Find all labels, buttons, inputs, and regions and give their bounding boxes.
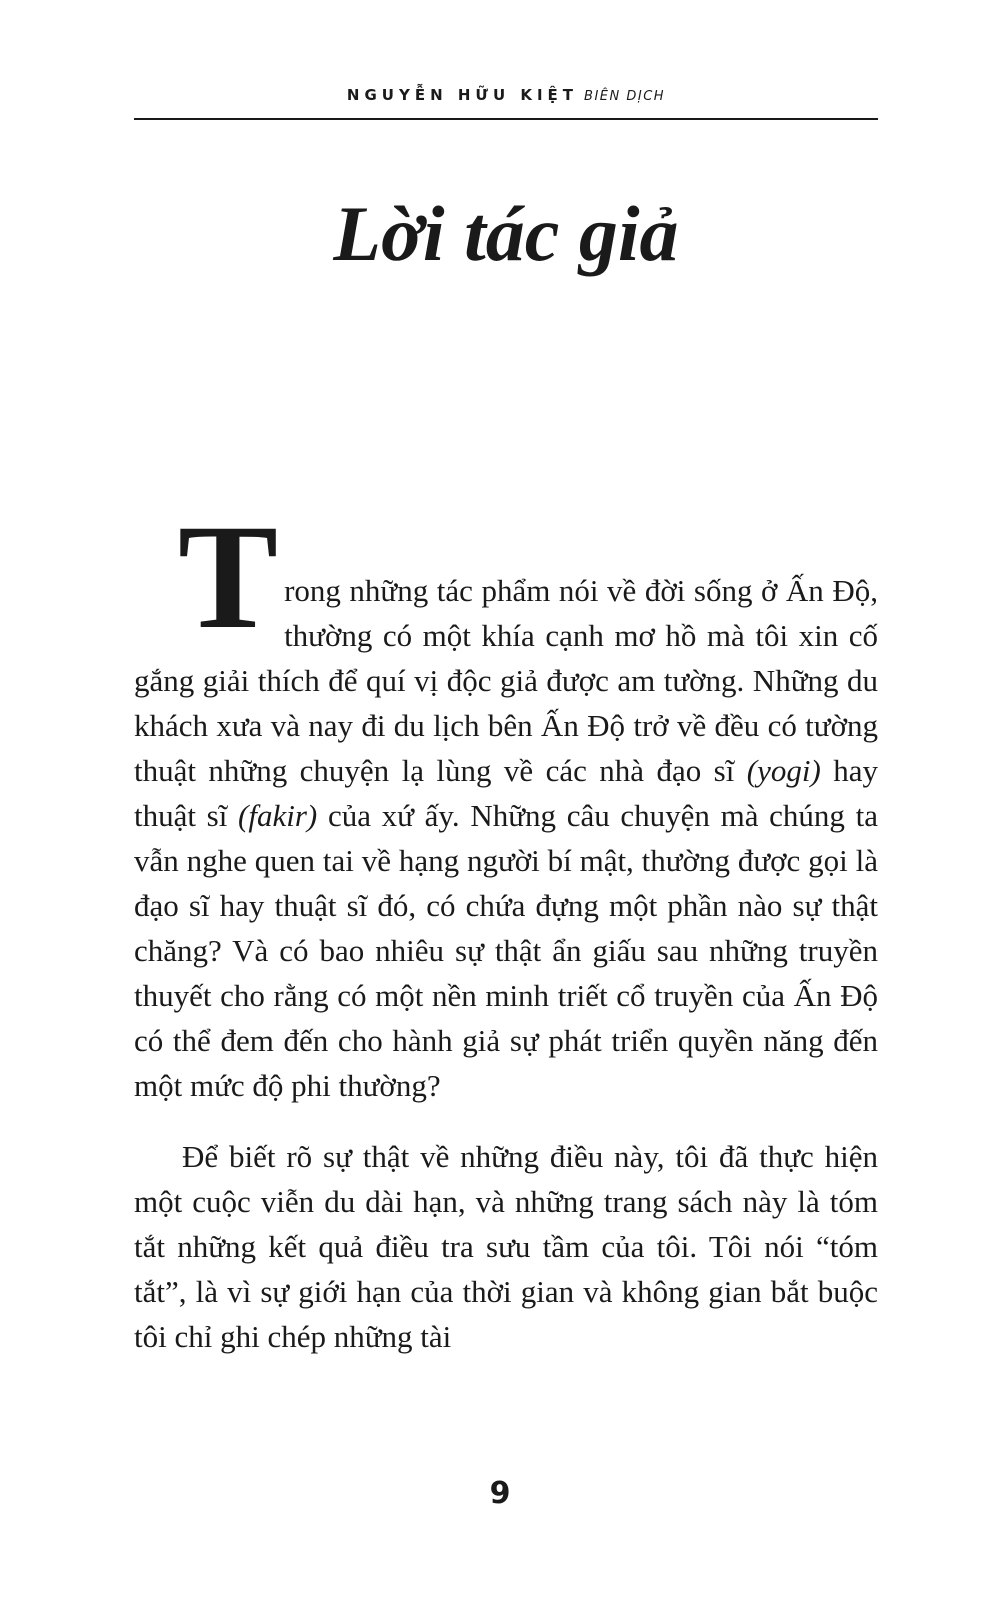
header-role: BIÊN DỊCH [584, 89, 666, 104]
term-fakir: (fakir) [238, 798, 318, 833]
header-rule [134, 118, 878, 120]
paragraph-1-between: hay thuật sĩ [134, 753, 878, 833]
body-text [134, 494, 878, 1359]
paragraph-1-text: rong những tác phẩm nói về đời sống ở Ấn Độ, thường có một khía cạnh mơ hồ mà tôi xin cố gắng giải thích để quí vị độc giả được am tường. Những du khách xưa và nay đi du lịch bên Ấn Độ trở về đều có tường thuật những chuyện lạ lùng về các nhà đạo sĩ [134, 573, 878, 788]
header-author: NGUYỄN HỮU KIỆT [346, 86, 579, 104]
paragraph-1 [134, 494, 878, 1108]
paragraph-1-end: của xứ ấy. Những câu chuyện mà chúng ta vẫn nghe quen tai về hạng người bí mật, thường được gọi là đạo sĩ hay thuật sĩ đó, có chứa đựng một phần nào sự thật chăng? Và có bao nhiêu sự thật ẩn giấu sau những truyền thuyết cho rằng có một nền minh triết cổ truyền của Ấn Độ có thể đem đến cho hành giả sự phát triển quyền năng đến một mức độ phi thường? [134, 798, 878, 1103]
running-head [134, 86, 878, 106]
term-yogi: (yogi) [746, 753, 821, 788]
page-number: 9 [489, 1476, 511, 1511]
paragraph-2: Để biết rõ sự thật về những điều này, tôi đã thực hiện một cuộc viễn du dài hạn, và những trang sách này là tóm tắt những kết quả điều tra sưu tầm của tôi. Tôi nói “tóm tắt”, là vì sự giới hạn của thời gian và không gian bắt buộc tôi chỉ ghi chép những tài [134, 1139, 878, 1354]
chapter-title: Lời tác giả [333, 190, 679, 277]
drop-cap: T [178, 494, 279, 660]
